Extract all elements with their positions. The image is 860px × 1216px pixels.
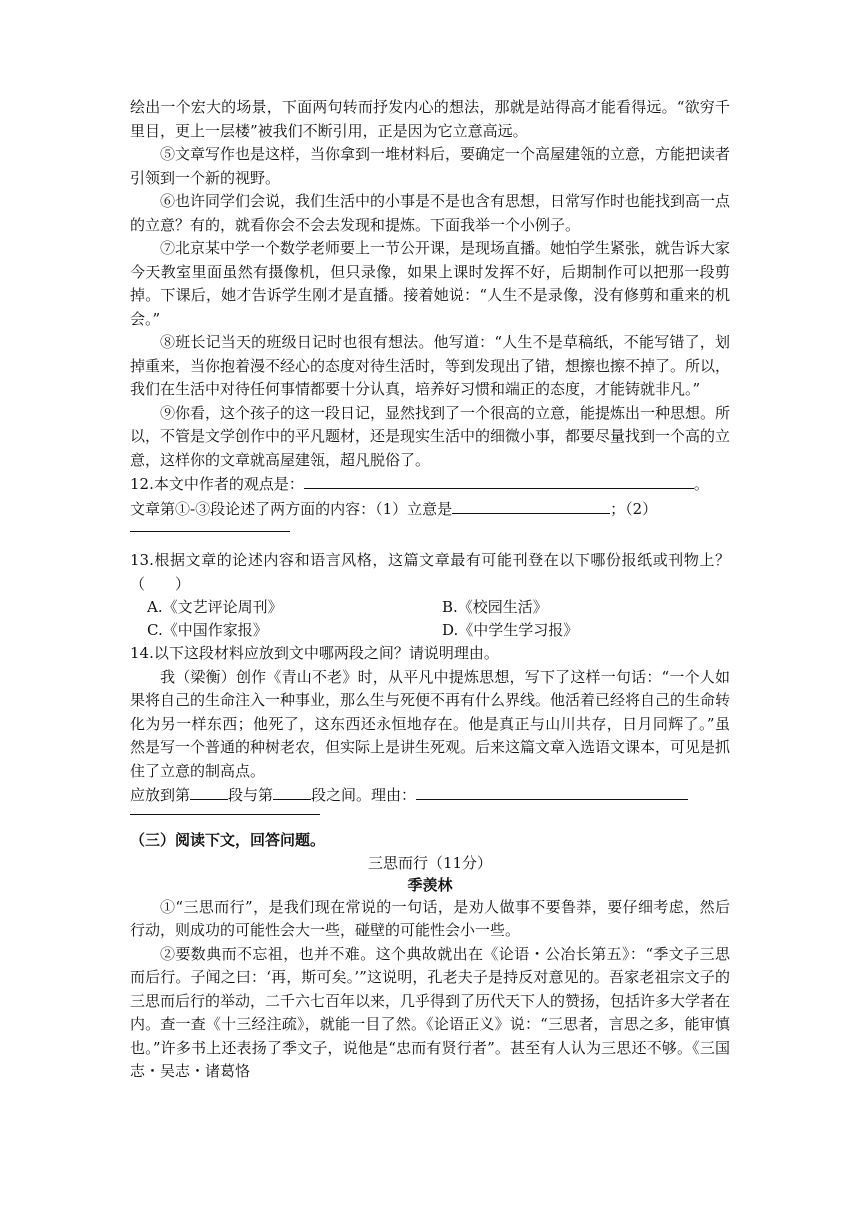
q13-options xyxy=(130,596,730,642)
paragraph-4-tail: 绘出一个宏大的场景，下面两句转而抒发内心的想法，那就是站得高才能看得远。“欲穷千里目，更上一层楼”被我们不断引用，正是因为它立意高远。 xyxy=(130,98,730,140)
q12-answer-blank[interactable] xyxy=(304,472,694,489)
q14-blank-para-1[interactable] xyxy=(190,783,228,800)
q13-option-c[interactable]: C.《中国作家报》 xyxy=(147,621,268,639)
section-3-heading: （三）阅读下文，回答问题。 xyxy=(130,830,326,849)
paragraph-6: ⑥也许同学们会说，我们生活中的小事是不是也含有思想，日常写作时也能找到高一点的立意？有的，就看你会不会去发现和提炼。下面我举一个小例子。 xyxy=(130,192,731,234)
question-12 xyxy=(130,472,730,497)
q12-blank-2[interactable] xyxy=(130,521,730,549)
article-author: 季羡林 xyxy=(407,875,453,894)
q14-ans-a: 应放到第 xyxy=(130,786,191,804)
q13-option-d[interactable]: D.《中学生学习报》 xyxy=(442,621,579,639)
question-12-line2 xyxy=(130,497,730,522)
document-page xyxy=(130,96,730,1084)
article-title: 三思而行（11分） xyxy=(367,853,493,872)
q14-material: 我（梁衡）创作《青山不老》时，从平凡中提炼思想，写下了这样一句话：“一个人如果将自己的生命注入一种事业，那么生与死便不再有什么界线。他活着已经将自己的生命转化为另一样东西；他死了，这东西还永恒地存在。他是真正与山川共存，日月同辉了。”虽然是写一个普通的种树老农，但实际上是讲生死观。后来这篇文章入选语文课本，可见是抓住了立意的制高点。 xyxy=(130,667,731,780)
q14-blank-reason[interactable] xyxy=(416,783,688,800)
paragraph-5: ⑤文章写作也是这样，当你拿到一堆材料后，要确定一个高屋建瓴的立意，方能把读者引领到一个新的视野。 xyxy=(130,145,731,187)
q13-option-a[interactable]: A.《文艺评论周刊》 xyxy=(147,598,283,616)
q14-ans-c: 段之间。理由： xyxy=(311,786,417,804)
q12-blank-1[interactable] xyxy=(452,497,610,514)
q14-blank-para-2[interactable] xyxy=(273,783,311,800)
q14-answer-line xyxy=(130,783,730,808)
article-paragraph-1: ①“三思而行”，是我们现在常说的一句话，是劝人做事不要鲁莽，要仔细考虑，然后行动，则成功的可能性会大一些，碰壁的可能性会小一些。 xyxy=(130,897,730,939)
q12-end: 。 xyxy=(693,475,709,493)
question-14: 14.以下这段材料应放到文中哪两段之间？请说明理由。 xyxy=(130,644,499,662)
q12-line2-prefix: 文章第①-③段论述了两方面的内容：（1）立意是 xyxy=(130,499,453,518)
q13-option-b[interactable]: B.《校园生活》 xyxy=(442,598,548,616)
q12-prefix: 12.本文中作者的观点是： xyxy=(130,475,304,493)
question-13: 13.根据文章的论述内容和语言风格，这篇文章最有可能刊登在以下哪份报纸或刊物上？（ ） xyxy=(130,551,730,593)
paragraph-7: ⑦北京某中学一个数学老师要上一节公开课，是现场直播。她怕学生紧张，就告诉大家今天教室里面虽然有摄像机，但只录像，如果上课时发挥不好，后期制作可以把那一段剪掉。下课后，她才告诉学生刚才是直播。接着她说：“人生不是录像，没有修剪和重来的机会。” xyxy=(130,239,731,328)
paragraph-8: ⑧班长记当天的班级日记时也很有想法。他写道：“人生不是草稿纸，不能写错了，划掉重来，当你抱着漫不经心的态度对待生活时，等到发现出了错，想擦也擦不掉了。所以，我们在生活中对待任何事情都要十分认真，培养好习惯和端正的态度，才能铸就非凡。” xyxy=(130,333,731,398)
q14-ans-b: 段与第 xyxy=(228,786,274,804)
q14-blank-reason-2[interactable] xyxy=(130,808,730,828)
q12-line2-mid: ；（2） xyxy=(610,499,658,518)
paragraph-9: ⑨你看，这个孩子的这一段日记，显然找到了一个很高的立意，能提炼出一种思想。所以，不管是文学创作中的平凡题材，还是现实生活中的细微小事，都要尽量找到一个高的立意，这样你的文章就高屋建瓴，超凡脱俗了。 xyxy=(130,403,731,469)
article-paragraph-2: ②要数典而不忘祖，也并不难。这个典故就出在《论语・公冶长第五》：“季文子三思而后行。子闻之曰：‘再，斯可矣。’”这说明，孔老夫子是持反对意见的。吾家老祖宗文子的三思而后行的举动，二千六七百年以来，几乎得到了历代天下人的赞扬，包括许多大学者在内。查一查《十三经注疏》，就能一目了然。《论语正义》说：“三思者，言思之多，能审慎也。”许多书上还表扬了季文子，说他是“忠而有贤行者”。甚至有人认为三思还不够。《三国志・吴志・诸葛恪 xyxy=(130,944,731,1080)
